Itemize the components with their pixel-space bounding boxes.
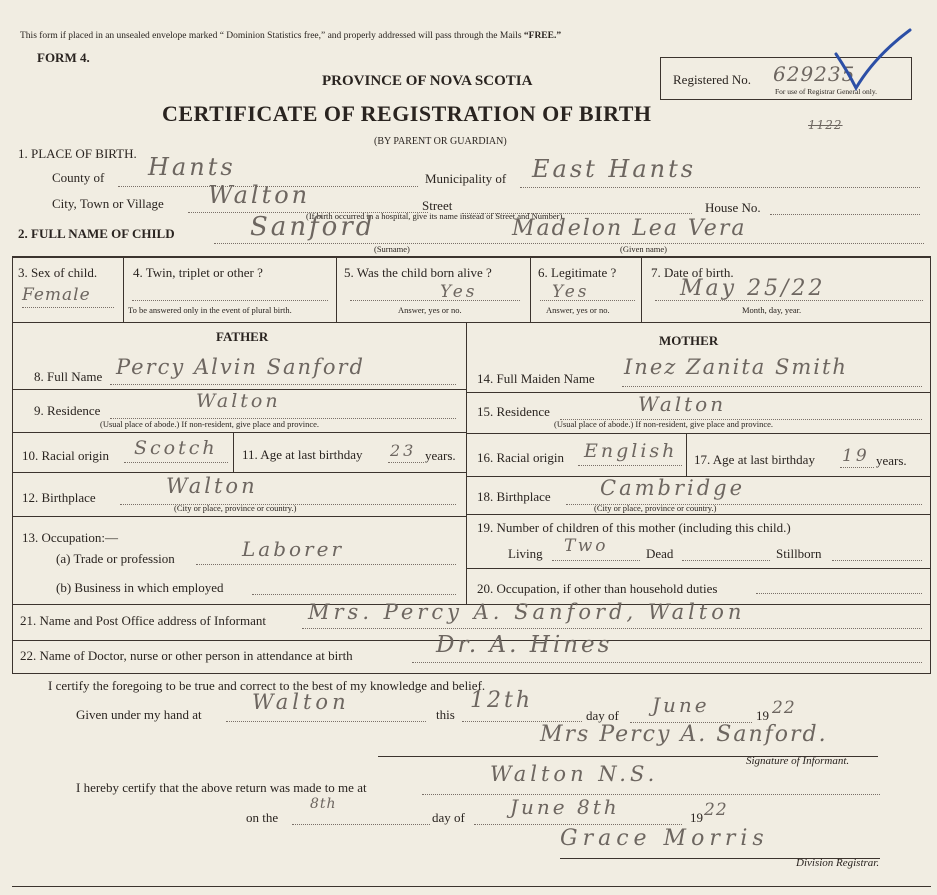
mother-racial-label: 16. Racial origin bbox=[477, 450, 565, 465]
doctor-value: Dr. A. Hines bbox=[436, 632, 613, 658]
informant-signature: Mrs Percy A. Sanford. bbox=[540, 722, 828, 747]
informant-label: 21. Name and Post Office address of Informant bbox=[20, 613, 266, 628]
mother-residence-label: 15. Residence bbox=[477, 404, 550, 419]
mother-occupation-label: 20. Occupation, if other than household duties bbox=[477, 581, 718, 596]
on-month: June 8th bbox=[510, 795, 620, 819]
born-alive-note: Answer, yes or no. bbox=[398, 305, 462, 315]
date-of-birth-value: May 25/22 bbox=[680, 276, 826, 301]
registrar-note: For use of Registrar General only. bbox=[775, 87, 877, 96]
father-age-value: 23 bbox=[390, 441, 417, 460]
mother-years: years. bbox=[876, 453, 907, 468]
mother-children-label: 19. Number of children of this mother (including this child.) bbox=[477, 520, 791, 535]
given-month: June bbox=[652, 693, 710, 717]
street-label: Street bbox=[422, 198, 453, 213]
child-name-label: 2. FULL NAME OF CHILD bbox=[18, 226, 175, 241]
father-birthplace-note: (City or place, province or country.) bbox=[174, 503, 297, 513]
father-name-label: 8. Full Name bbox=[34, 369, 103, 384]
house-number-label: House No. bbox=[705, 200, 761, 215]
mother-racial-value: English bbox=[584, 440, 678, 462]
mother-name-label: 14. Full Maiden Name bbox=[477, 371, 595, 386]
corner-mark: 1122 bbox=[808, 118, 843, 132]
father-racial-label: 10. Racial origin bbox=[22, 448, 110, 463]
document-title: CERTIFICATE OF REGISTRATION OF BIRTH bbox=[162, 101, 652, 126]
born-alive-label: 5. Was the child born alive ? bbox=[344, 265, 492, 280]
stillborn-label: Stillborn bbox=[776, 546, 822, 561]
hospital-note: (If birth occurred in a hospital, give its name instead of Street and Number) bbox=[306, 211, 563, 221]
father-birthplace-label: 12. Birthplace bbox=[22, 490, 96, 505]
on-year: 22 bbox=[704, 800, 728, 820]
on-the-label: on the bbox=[246, 810, 279, 825]
mother-birthplace-label: 18. Birthplace bbox=[477, 489, 551, 504]
given-under-label: Given under my hand at bbox=[76, 707, 202, 722]
given-name-caption: (Given name) bbox=[620, 244, 667, 254]
father-years: years. bbox=[425, 448, 456, 463]
mother-age-value: 19 bbox=[842, 446, 870, 466]
form-number: FORM 4. bbox=[37, 50, 90, 65]
on-day-of-label: day of bbox=[432, 810, 465, 825]
city-label: City, Town or Village bbox=[52, 196, 164, 211]
father-trade-label: (a) Trade or profession bbox=[56, 551, 175, 566]
registrar-caption: Division Registrar. bbox=[796, 857, 880, 869]
born-alive-value: Yes bbox=[440, 282, 478, 302]
father-occupation-label: 13. Occupation:— bbox=[22, 530, 119, 545]
mail-note: This form if placed in an unsealed envelope marked “ Dominion Statistics free,” and properly addressed will pass through the Mails “FREE.” bbox=[20, 31, 562, 41]
child-surname: Sanford bbox=[250, 212, 376, 242]
living-label: Living bbox=[508, 546, 543, 561]
signature-caption: Signature of Informant. bbox=[746, 755, 850, 767]
return-place: Walton N.S. bbox=[490, 762, 659, 786]
mother-name-value: Inez Zanita Smith bbox=[624, 355, 848, 379]
date-of-birth-note: Month, day, year. bbox=[742, 305, 802, 315]
mother-birthplace-note: (City or place, province or country.) bbox=[594, 503, 717, 513]
province: PROVINCE OF NOVA SCOTIA bbox=[322, 73, 533, 89]
given-year: 22 bbox=[772, 698, 796, 718]
twin-note: To be answered only in the event of plural birth. bbox=[128, 305, 292, 315]
certify-statement: I certify the foregoing to be true and correct to the best of my knowledge and belief. bbox=[48, 678, 486, 693]
given-day: 12th bbox=[470, 688, 534, 713]
father-trade-value: Laborer bbox=[242, 537, 345, 561]
father-birthplace-value: Walton bbox=[166, 474, 258, 498]
return-label: I hereby certify that the above return was made to me at bbox=[76, 780, 367, 795]
doctor-label: 22. Name of Doctor, nurse or other person in attendance at birth bbox=[20, 648, 353, 663]
day-of-label: day of bbox=[586, 708, 619, 723]
father-heading: FATHER bbox=[216, 329, 269, 344]
father-racial-value: Scotch bbox=[134, 437, 218, 459]
mother-age-label: 17. Age at last birthday bbox=[694, 452, 815, 467]
document-subtitle: (BY PARENT OR GUARDIAN) bbox=[374, 136, 507, 147]
county-label: County of bbox=[52, 170, 105, 185]
registered-number: 629235 bbox=[773, 62, 856, 86]
check-mark-icon bbox=[820, 24, 920, 94]
mother-birthplace-value: Cambridge bbox=[600, 476, 746, 500]
municipality-value: East Hants bbox=[532, 155, 697, 183]
father-age-label: 11. Age at last birthday bbox=[242, 447, 363, 462]
on-year-prefix: 19 bbox=[690, 810, 703, 825]
on-day: 8th bbox=[310, 796, 337, 812]
county-value: Hants bbox=[148, 153, 236, 181]
sex-label: 3. Sex of child. bbox=[18, 265, 98, 280]
mother-residence-note: (Usual place of abode.) If non-resident, give place and province. bbox=[554, 419, 774, 429]
sex-value: Female bbox=[22, 285, 91, 305]
mother-heading: MOTHER bbox=[659, 333, 719, 348]
given-place: Walton bbox=[252, 690, 350, 714]
father-residence-label: 9. Residence bbox=[34, 403, 101, 418]
mother-residence-value: Walton bbox=[638, 392, 727, 416]
father-residence-note: (Usual place of abode.) If non-resident, give place and province. bbox=[100, 419, 320, 429]
informant-value: Mrs. Percy A. Sanford, Walton bbox=[308, 600, 746, 624]
living-value: Two bbox=[564, 536, 609, 556]
date-of-birth-label: 7. Date of birth. bbox=[651, 265, 734, 280]
legitimate-note: Answer, yes or no. bbox=[546, 305, 610, 315]
father-business-label: (b) Business in which employed bbox=[56, 580, 224, 595]
twin-label: 4. Twin, triplet or other ? bbox=[133, 265, 263, 280]
father-residence-value: Walton bbox=[196, 390, 281, 412]
city-value: Walton bbox=[208, 181, 311, 209]
place-of-birth-label: 1. PLACE OF BIRTH. bbox=[18, 146, 137, 161]
given-year-prefix: 19 bbox=[756, 708, 769, 723]
registrar-signature: Grace Morris bbox=[560, 826, 769, 851]
legitimate-label: 6. Legitimate ? bbox=[538, 265, 617, 280]
municipality-label: Municipality of bbox=[425, 171, 507, 186]
surname-caption: (Surname) bbox=[374, 244, 410, 254]
registered-label: Registered No. bbox=[673, 72, 751, 87]
father-name-value: Percy Alvin Sanford bbox=[116, 355, 365, 379]
dead-label: Dead bbox=[646, 546, 674, 561]
child-given-names: Madelon Lea Vera bbox=[512, 216, 747, 241]
this-label: this bbox=[436, 707, 455, 722]
legitimate-value: Yes bbox=[552, 282, 590, 302]
